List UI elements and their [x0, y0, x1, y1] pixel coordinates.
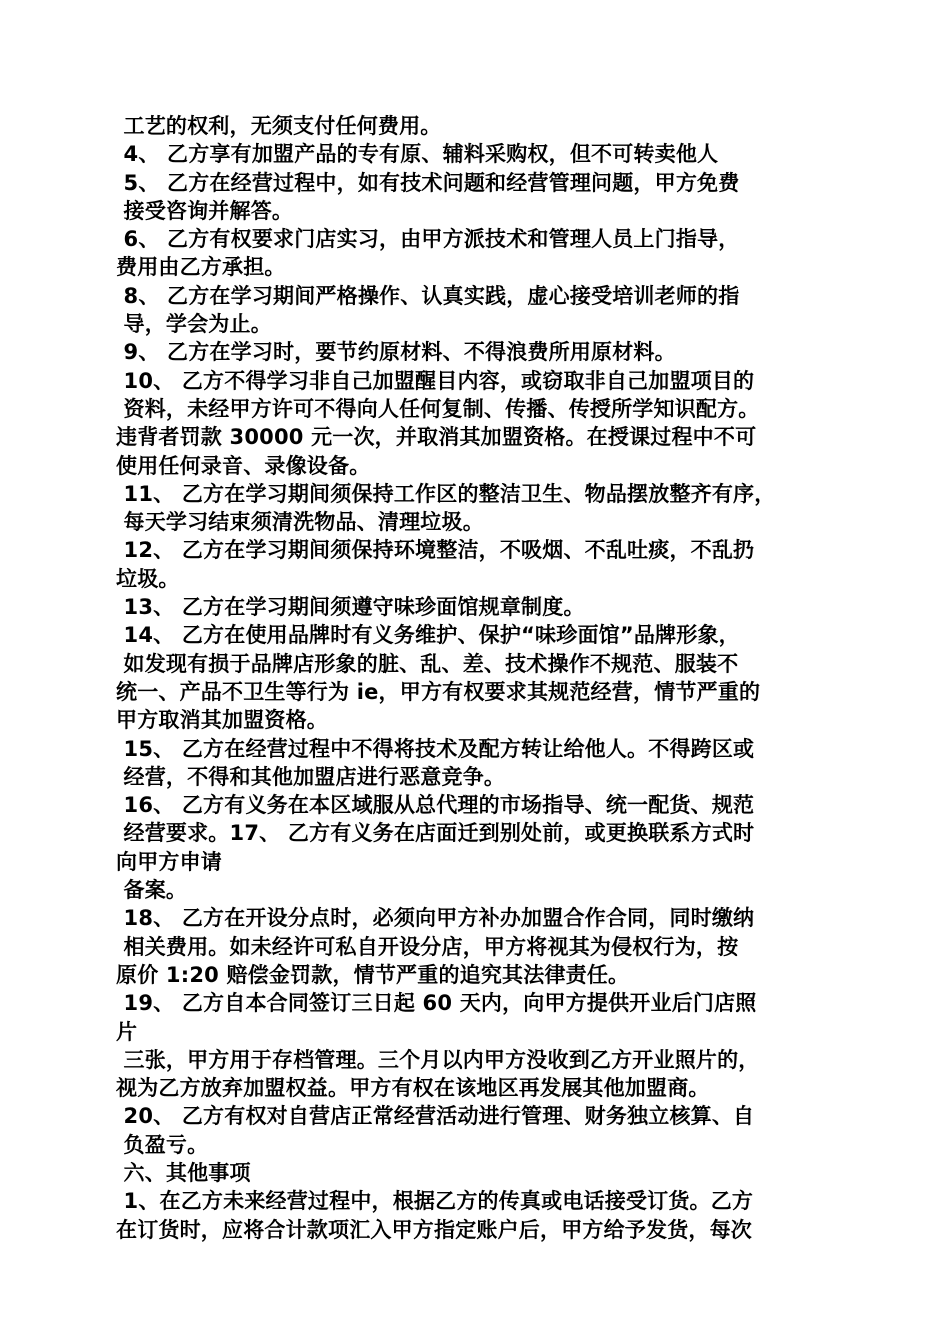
text-line: 4、 乙方享有加盟产品的专有原、辅料采购权，但不可转卖他人 — [116, 142, 719, 167]
text-line: 三张，甲方用于存档管理。三个月以内甲方没收到乙方开业照片的， — [116, 1047, 760, 1072]
text-line: 13、 乙方在学习期间须遵守味珍面馆规章制度。 — [116, 595, 585, 620]
text-line: 12、 乙方在学习期间须保持环境整洁，不吸烟、不乱吐痰，不乱扔 — [116, 538, 755, 563]
text-line: 接受咨询并解答。 — [116, 198, 294, 223]
text-line: 6、 乙方有权要求门店实习，由甲方派技术和管理人员上门指导， — [116, 227, 740, 252]
text-line: 费用由乙方承担。 — [116, 255, 286, 280]
text-line: 原价 1:20 赔偿金罚款，情节严重的追究其法律责任。 — [116, 962, 630, 987]
text-line: 10、 乙方不得学习非自己加盟醒目内容，或窃取非自己加盟项目的 — [116, 368, 755, 393]
text-line: 经营，不得和其他加盟店进行恶意竞争。 — [116, 764, 506, 789]
text-line: 统一、产品不卫生等行为 ie，甲方有权要求其规范经营，情节严重的 — [116, 679, 761, 704]
text-line: 5、 乙方在经营过程中，如有技术问题和经营管理问题，甲方免费 — [116, 170, 740, 195]
text-line: 11、 乙方在学习期间须保持工作区的整洁卫生、物品摆放整齐有序， — [116, 481, 776, 506]
text-line: 备案。 — [116, 878, 188, 903]
text-line: 16、 乙方有义务在本区域服从总代理的市场指导、统一配货、规范 — [116, 793, 755, 818]
text-line: 如发现有损于品牌店形象的脏、乱、差、技术操作不规范、服装不 — [116, 651, 739, 676]
text-line: 使用任何录音、录像设备。 — [116, 453, 371, 478]
text-line: 在订货时，应将合计款项汇入甲方指定账户后，甲方给予发货，每次 — [116, 1217, 752, 1242]
text-line: 9、 乙方在学习时，要节约原材料、不得浪费所用原材料。 — [116, 340, 676, 365]
text-line: 15、 乙方在经营过程中不得将技术及配方转让给他人。不得跨区或 — [116, 736, 755, 761]
section-heading: 六、其他事项 — [116, 1160, 251, 1185]
text-line: 负盈亏。 — [116, 1132, 209, 1157]
text-line: 每天学习结束须清洗物品、清理垃圾。 — [116, 510, 484, 535]
text-line: 经营要求。17、 乙方有义务在店面迁到别处前，或更换联系方式时 — [116, 821, 755, 846]
text-line: 视为乙方放弃加盟权益。甲方有权在该地区再发展其他加盟商。 — [116, 1076, 710, 1101]
text-line: 18、 乙方在开设分点时，必须向甲方补办加盟合作合同，同时缴纳 — [116, 906, 755, 931]
text-line: 1、在乙方未来经营过程中，根据乙方的传真或电话接受订货。乙方 — [116, 1189, 754, 1214]
text-line: 导，学会为止。 — [116, 312, 272, 337]
text-line: 14、 乙方在使用品牌时有义务维护、保护“味珍面馆”品牌形象， — [116, 623, 740, 648]
text-line: 8、 乙方在学习期间严格操作、认真实践，虚心接受培训老师的指 — [116, 283, 740, 308]
text-line: 违背者罚款 30000 元一次，并取消其加盟资格。在授课过程中不可 — [116, 425, 757, 450]
text-line: 甲方取消其加盟资格。 — [116, 708, 328, 733]
text-line: 工艺的权利，无须支付任何费用。 — [116, 114, 442, 138]
text-line: 片 — [116, 1019, 138, 1044]
text-line: 相关费用。如未经许可私自开设分店，甲方将视其为侵权行为，按 — [116, 934, 739, 959]
contract-text-body — [116, 112, 846, 1244]
text-line: 20、 乙方有权对自营店正常经营活动进行管理、财务独立核算、自 — [116, 1104, 755, 1129]
text-line: 19、 乙方自本合同签订三日起 60 天内，向甲方提供开业后门店照 — [116, 991, 757, 1016]
text-line: 向甲方申请 — [116, 849, 222, 874]
text-line: 资料，未经甲方许可不得向人任何复制、传播、传授所学知识配方。 — [116, 396, 760, 421]
text-line: 垃圾。 — [116, 566, 180, 591]
